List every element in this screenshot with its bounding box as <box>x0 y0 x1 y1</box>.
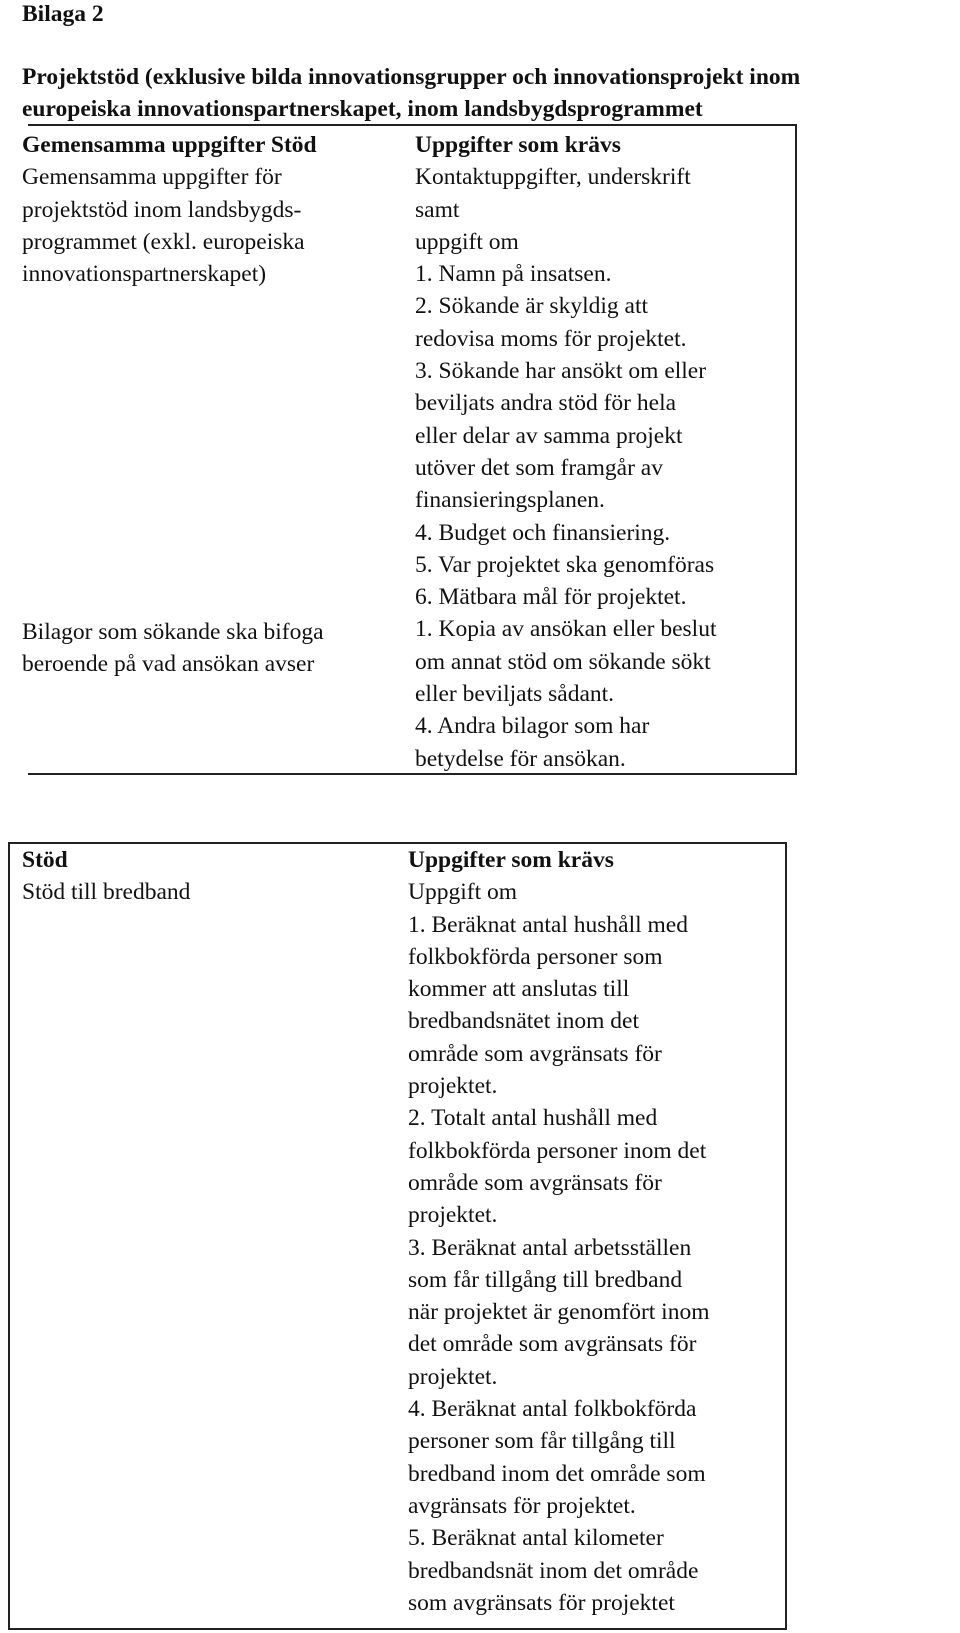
table-1-right-line: 3. Sökande har ansökt om eller <box>415 358 707 385</box>
table-2-right-line: som avgränsats för projektet <box>408 1589 675 1616</box>
table-2-right-line: 2. Totalt antal hushåll med <box>408 1105 658 1132</box>
table-2-right-line: projektet. <box>408 1363 498 1390</box>
table-2-right-column <box>408 844 709 1619</box>
table-1-left-line: Gemensamma uppgifter för <box>22 164 282 191</box>
table-1-right-line: samt <box>415 196 460 223</box>
table-1-right-line: utöver det som framgår av <box>415 454 663 481</box>
table-2-right-line: 5. Beräknat antal kilometer <box>408 1525 664 1552</box>
table-2-right-line: 1. Beräknat antal hushåll med <box>408 911 688 938</box>
document-heading: Bilaga 2 <box>22 1 104 27</box>
table-1-left-line: projektstöd inom landsbygds- <box>22 196 302 223</box>
table-1-right-line: betydelse för ansökan. <box>415 745 626 772</box>
table-2-right-line: område som avgränsats för <box>408 1169 662 1196</box>
table-1-right-line: eller beviljats sådant. <box>415 681 615 708</box>
table-1-attachments-cell <box>22 616 324 681</box>
table-1-right-line: uppgift om <box>415 228 519 255</box>
table-1-left-header: Gemensamma uppgifter Stöd <box>22 132 317 158</box>
document-title <box>22 61 800 126</box>
table-2-left-header: Stöd <box>22 847 68 873</box>
table-1-left-line: innovationspartnerskapet) <box>22 261 267 288</box>
table-2-right-line: kommer att anslutas till <box>408 976 630 1003</box>
table-2-right-line: projektet. <box>408 1073 498 1100</box>
table-1-right-column <box>415 129 717 775</box>
table-1-right-line: 1. Namn på insatsen. <box>415 261 612 288</box>
table-1-right-line: om annat stöd om sökande sökt <box>415 648 711 675</box>
title-line: Projektstöd (exklusive bilda innovationsgrupper och innovationsprojekt inom <box>22 64 801 90</box>
table-2-right-line: folkbokförda personer inom det <box>408 1137 707 1164</box>
table-1-right-line: 4. Budget och finansiering. <box>415 519 671 546</box>
table-2-right-line: som får tillgång till bredband <box>408 1266 683 1293</box>
table-1-right-line: beviljats andra stöd för hela <box>415 390 677 417</box>
table-1-left-line: Bilagor som sökande ska bifoga <box>22 619 324 645</box>
table-2-right-line: Uppgift om <box>408 879 518 906</box>
table-1-right-line: finansieringsplanen. <box>415 487 605 514</box>
table-1-right-line: 4. Andra bilagor som har <box>415 713 650 740</box>
table-2-left-value: Stöd till bredband <box>22 879 191 906</box>
table-2-right-line: bredbandsnätet inom det <box>408 1008 640 1035</box>
table-2-right-line: bredband inom det område som <box>408 1460 706 1487</box>
table-1-right-line: 5. Var projektet ska genomföras <box>415 551 715 578</box>
table-1-left-line: beroende på vad ansökan avser <box>22 651 315 678</box>
table-2-right-line: när projektet är genomfört inom <box>408 1299 710 1326</box>
table-1-right-line: redovisa moms för projektet. <box>415 325 687 352</box>
table-1-left-line: programmet (exkl. europeiska <box>22 228 305 255</box>
table-2-right-line: 4. Beräknat antal folkbokförda <box>408 1396 697 1423</box>
table-2-right-line: det område som avgränsats för <box>408 1331 697 1358</box>
title-line: europeiska innovationspartnerskapet, inom landsbygdsprogrammet <box>22 96 703 123</box>
table-1-right-header: Uppgifter som krävs <box>415 132 621 158</box>
table-2-right-line: folkbokförda personer som <box>408 943 663 970</box>
table-2-left-column <box>22 844 190 909</box>
table-1-left-column <box>22 129 317 290</box>
table-2-right-line: projektet. <box>408 1202 498 1229</box>
table-1-right-line: Kontaktuppgifter, underskrift <box>415 164 691 191</box>
table-2-right-line: 3. Beräknat antal arbetsställen <box>408 1234 692 1261</box>
table-1-right-line: 2. Sökande är skyldig att <box>415 293 649 320</box>
table-2-right-line: bredbandsnät inom det område <box>408 1557 699 1584</box>
table-1-right-line: eller delar av samma projekt <box>415 422 683 449</box>
table-2-right-line: personer som får tillgång till <box>408 1428 676 1455</box>
table-1-right-line: 1. Kopia av ansökan eller beslut <box>415 616 717 643</box>
table-1-right-line: 6. Mätbara mål för projektet. <box>415 584 687 611</box>
table-2-right-line: område som avgränsats för <box>408 1040 662 1067</box>
table-2-right-line: avgränsats för projektet. <box>408 1492 636 1519</box>
table-2-right-header: Uppgifter som krävs <box>408 847 614 873</box>
